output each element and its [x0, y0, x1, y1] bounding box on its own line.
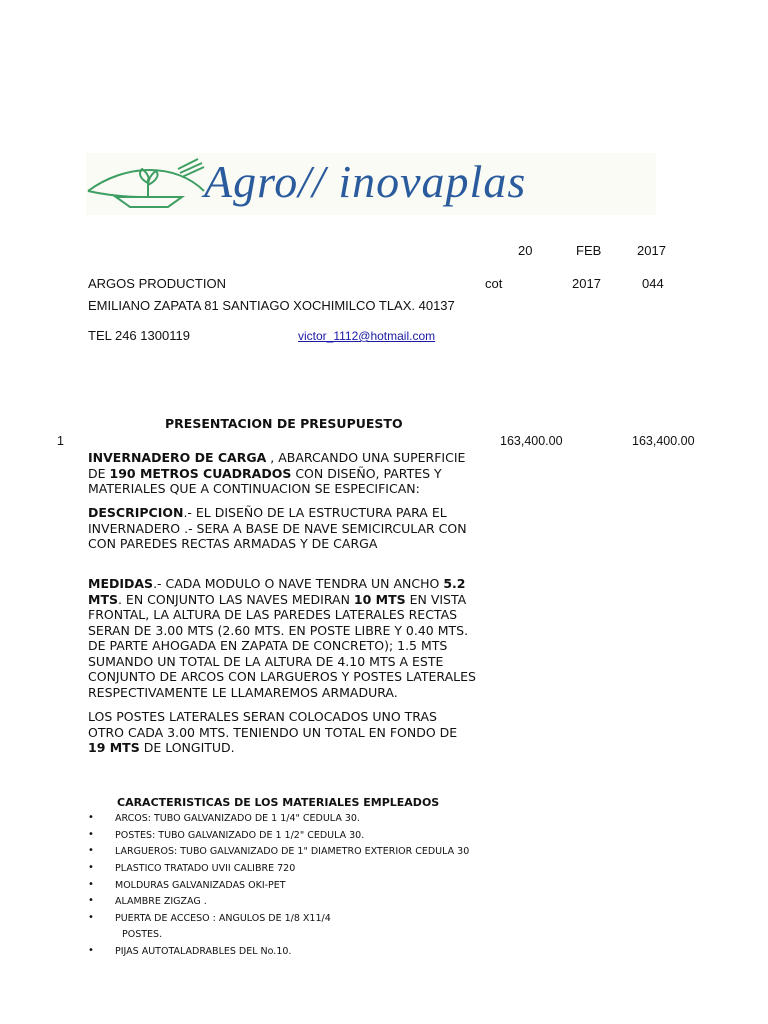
bullet: • — [88, 878, 94, 890]
material-continuation: POSTES. — [122, 929, 163, 940]
material-text: LARGUEROS: TUBO GALVANIZADO DE 1" DIAMETRO EXTERIOR CEDULA 30 — [115, 846, 470, 858]
text: DE LONGITUD. — [139, 740, 235, 755]
list-item — [88, 845, 488, 862]
text: .- EL DISEÑO DE LA ESTRUCTURA PARA EL — [183, 505, 447, 520]
company-logo — [86, 153, 656, 215]
paragraph-medidas — [88, 576, 476, 700]
material-text: ARCOS: TUBO GALVANIZADO DE 1 1/4" CEDULA 30. — [115, 813, 360, 824]
unit: MTS — [88, 591, 118, 607]
paragraph-invernadero — [88, 450, 465, 497]
list-item — [88, 879, 488, 896]
date-day: 20 — [518, 243, 533, 258]
text: CONJUNTO DE ARCOS CON LARGUEROS Y POSTES LATERALES — [88, 669, 476, 684]
logo-text: Agro// inovaplas — [204, 156, 527, 207]
text: OTRO CADA 3.00 MTS. TENIENDO UN TOTAL EN FONDO DE — [88, 724, 458, 740]
bullet: • — [88, 895, 94, 907]
document-title: PRESENTACION DE PRESUPUESTO — [165, 416, 403, 431]
item-unit-price: 163,400.00 — [500, 434, 563, 448]
text: CON DISEÑO, PARTES Y — [291, 465, 442, 481]
bullet: • — [88, 812, 94, 823]
text: SUMANDO UN TOTAL DE LA ALTURA DE 4.10 MTS A ESTE — [88, 653, 444, 669]
text: INVERNADERO .- SERA A BASE DE NAVE SEMICIRCULAR CON — [88, 520, 467, 536]
text: DE — [88, 465, 110, 481]
quote-label: cot — [485, 276, 503, 291]
module-width: 5.2 — [443, 576, 466, 591]
text: FRONTAL, LA ALTURA DE LAS PAREDES LATERALES RECTAS — [88, 607, 458, 622]
bullet: • — [88, 845, 94, 857]
list-item — [88, 812, 488, 829]
paragraph-postes — [88, 709, 457, 756]
bullet: • — [88, 945, 94, 956]
materials-title: CARACTERISTICAS DE LOS MATERIALES EMPLEADOS — [117, 796, 440, 809]
plant-in-tray-icon — [86, 153, 206, 215]
medidas-label: MEDIDAS — [88, 576, 154, 591]
total-width: 10 MTS — [353, 591, 406, 607]
paragraph-descripcion — [88, 505, 467, 552]
text: . EN CONJUNTO LAS NAVES MEDIRAN — [117, 591, 354, 607]
client-email-link[interactable]: victor_1112@hotmail.com — [298, 329, 436, 343]
bullet: • — [88, 862, 94, 874]
list-item — [88, 829, 488, 846]
material-text: PUERTA DE ACCESO : ANGULOS DE 1/8 X11/4 — [115, 913, 331, 925]
bullet: • — [88, 912, 94, 924]
text: , ABARCANDO UNA SUPERFICIE — [266, 450, 466, 465]
quote-number: 044 — [642, 276, 664, 291]
client-address: EMILIANO ZAPATA 81 SANTIAGO XOCHIMILCO TLAX. 40137 — [88, 298, 455, 313]
text: CON PAREDES RECTAS ARMADAS Y DE CARGA — [88, 536, 378, 551]
text: SERAN DE 3.00 MTS (2.60 MTS. EN POSTE LIBRE Y 0.40 MTS. — [88, 622, 469, 638]
material-text: PLASTICO TRATADO UVII CALIBRE 720 — [115, 863, 296, 875]
materials-list — [88, 812, 488, 929]
text: LOS POSTES LATERALES SERAN COLOCADOS UNO TRAS — [88, 709, 437, 724]
list-item — [88, 862, 488, 879]
text: MATERIALES QUE A CONTINUACION SE ESPECIFICAN: — [88, 481, 420, 496]
material-text: MOLDURAS GALVANIZADAS OKI-PET — [115, 879, 286, 891]
quote-year: 2017 — [572, 276, 601, 291]
date-year: 2017 — [637, 243, 666, 258]
material-text: ALAMBRE ZIGZAG . — [115, 896, 207, 908]
text: RESPECTIVAMENTE LE LLAMAREMOS ARMADURA. — [88, 684, 398, 700]
greenhouse-type: INVERNADERO DE CARGA — [88, 450, 267, 465]
materials-list-last — [88, 945, 488, 962]
total-length: 19 MTS — [88, 740, 140, 755]
bullet: • — [88, 828, 94, 840]
item-total: 163,400.00 — [632, 434, 695, 448]
text: DE PARTE AHOGADA EN ZAPATA DE CONCRETO); 1.5 MTS — [88, 638, 448, 653]
text: .- CADA MODULO O NAVE TENDRA UN ANCHO — [153, 576, 444, 591]
list-item — [88, 912, 488, 929]
list-item — [88, 895, 488, 912]
text: EN VISTA — [405, 591, 467, 607]
material-text: POSTES: TUBO GALVANIZADO DE 1 1/2" CEDULA 30. — [115, 829, 365, 841]
descripcion-label: DESCRIPCION — [88, 505, 184, 520]
client-name: ARGOS PRODUCTION — [88, 276, 226, 291]
item-quantity: 1 — [57, 434, 64, 448]
client-phone: TEL 246 1300119 — [88, 328, 190, 343]
list-item — [88, 945, 488, 962]
material-text: PIJAS AUTOTALADRABLES DEL No.10. — [115, 946, 292, 957]
date-month: FEB — [576, 243, 602, 258]
surface-area: 190 METROS CUADRADOS — [109, 465, 292, 481]
